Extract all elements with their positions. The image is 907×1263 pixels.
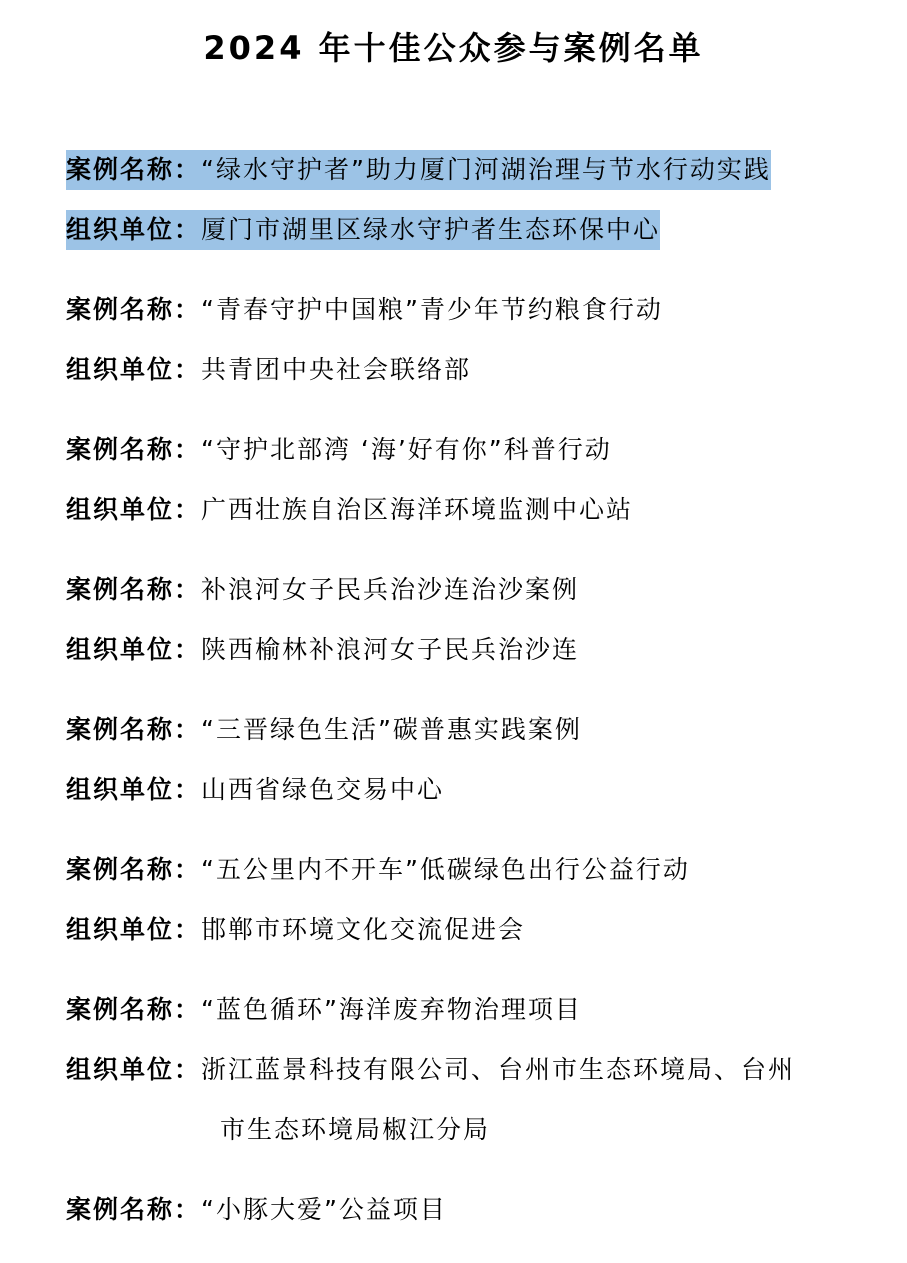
case-7-org: 浙江蓝景科技有限公司、台州市生态环境局、台州 — [201, 1055, 796, 1084]
page-title: 2024 年十佳公众参与案例名单 — [203, 29, 704, 67]
case-6-org-line — [66, 910, 525, 950]
case-3-name-line — [66, 430, 612, 470]
case-1-name: “绿水守护者”助力厦门河湖治理与节水行动实践 — [201, 155, 771, 184]
case-3-name: “守护北部湾 ‘海’好有你”科普行动 — [201, 435, 612, 464]
case-5-org: 山西省绿色交易中心 — [201, 775, 445, 804]
org-label: 组织单位： — [66, 1055, 202, 1084]
org-label: 组织单位： — [66, 495, 202, 524]
case-name-label: 案例名称： — [66, 1195, 202, 1224]
case-6-org: 邯郸市环境文化交流促进会 — [201, 915, 526, 944]
org-label: 组织单位： — [66, 215, 202, 244]
case-1-name-line — [66, 150, 771, 190]
case-3-org: 广西壮族自治区海洋环境监测中心站 — [201, 495, 634, 524]
case-2-org: 共青团中央社会联络部 — [201, 355, 472, 384]
case-name-label: 案例名称： — [66, 575, 202, 604]
org-label: 组织单位： — [66, 915, 202, 944]
case-5-name: “三晋绿色生活”碳普惠实践案例 — [201, 715, 582, 744]
case-6-name: “五公里内不开车”低碳绿色出行公益行动 — [201, 855, 690, 884]
case-7-name-line — [66, 990, 582, 1030]
case-6-name-line — [66, 850, 690, 890]
case-7-org-line — [66, 1050, 795, 1090]
case-name-label: 案例名称： — [66, 295, 202, 324]
case-3-org-line — [66, 490, 633, 530]
case-name-label: 案例名称： — [66, 995, 202, 1024]
case-4-org-line — [66, 630, 579, 670]
org-label: 组织单位： — [66, 775, 202, 804]
case-4-name-line — [66, 570, 579, 610]
case-8-name: “小豚大爱”公益项目 — [201, 1195, 447, 1224]
case-2-name: “青春守护中国粮”青少年节约粮食行动 — [201, 295, 663, 324]
case-7-org-continuation: 市生态环境局椒江分局 — [220, 1115, 491, 1144]
case-8-name-line — [66, 1190, 447, 1230]
case-5-org-line — [66, 770, 444, 810]
org-label: 组织单位： — [66, 355, 202, 384]
case-2-org-line — [66, 350, 471, 390]
case-name-label: 案例名称： — [66, 715, 202, 744]
case-4-name: 补浪河女子民兵治沙连治沙案例 — [201, 575, 580, 604]
org-label: 组织单位： — [66, 635, 202, 664]
case-4-org: 陕西榆林补浪河女子民兵治沙连 — [201, 635, 580, 664]
case-1-org: 厦门市湖里区绿水守护者生态环保中心 — [201, 215, 661, 244]
case-2-name-line — [66, 290, 663, 330]
case-1-org-line — [66, 210, 660, 250]
case-name-label: 案例名称： — [66, 855, 202, 884]
case-7-name: “蓝色循环”海洋废弃物治理项目 — [201, 995, 582, 1024]
case-name-label: 案例名称： — [66, 435, 202, 464]
case-name-label: 案例名称： — [66, 155, 202, 184]
case-5-name-line — [66, 710, 582, 750]
